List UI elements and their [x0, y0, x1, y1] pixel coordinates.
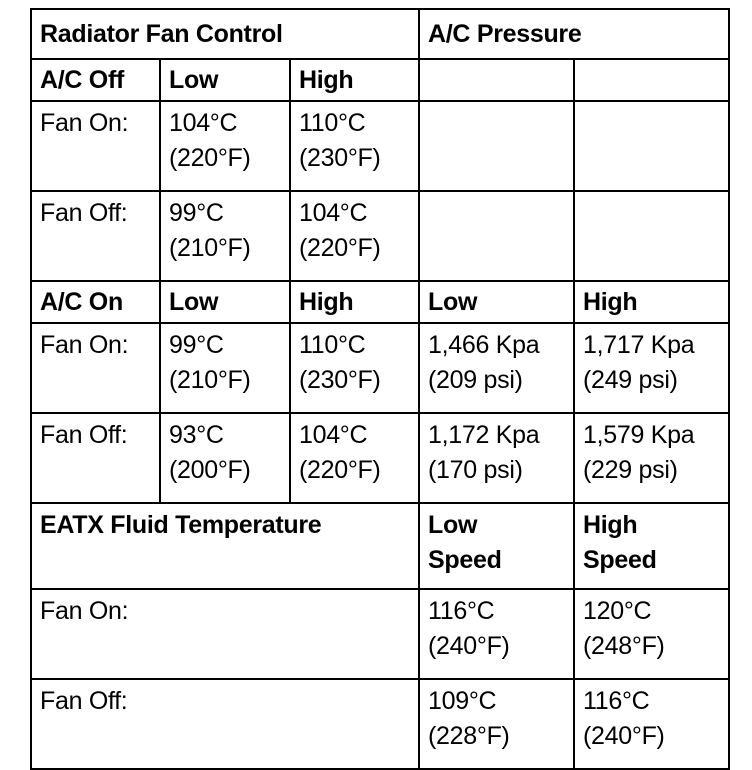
eatx-fluid-temperature-title: EATX Fluid Temperature [31, 503, 419, 589]
empty-cell [574, 59, 729, 101]
ac-on-high-header: High [290, 281, 419, 323]
empty-cell [419, 191, 574, 281]
fan-control-spec-table [30, 8, 730, 770]
ac-pressure-title: A/C Pressure [419, 9, 729, 59]
ac-on-header-row [31, 281, 729, 323]
ac-on-low-header: Low [160, 281, 290, 323]
high-speed-header: High Speed [574, 503, 729, 589]
low-speed-temp-cell: 116°C (240°F) [419, 589, 574, 679]
high-temp-cell: 110°C (230°F) [290, 323, 419, 413]
row-label: Fan Off: [31, 191, 160, 281]
empty-cell [419, 59, 574, 101]
pressure-low-header: Low [419, 281, 574, 323]
low-speed-temp-cell: 109°C (228°F) [419, 679, 574, 769]
high-temp-cell: 110°C (230°F) [290, 101, 419, 191]
low-temp-cell: 99°C (210°F) [160, 323, 290, 413]
row-label: Fan On: [31, 323, 160, 413]
table-row [31, 323, 729, 413]
ac-off-label: A/C Off [31, 59, 160, 101]
table-row [31, 101, 729, 191]
row-label: Fan Off: [31, 413, 160, 503]
low-temp-cell: 104°C (220°F) [160, 101, 290, 191]
low-speed-header: Low Speed [419, 503, 574, 589]
table-row [31, 191, 729, 281]
high-temp-cell: 104°C (220°F) [290, 413, 419, 503]
empty-cell [419, 101, 574, 191]
ac-on-label: A/C On [31, 281, 160, 323]
table-row [31, 589, 729, 679]
pressure-low-cell: 1,466 Kpa (209 psi) [419, 323, 574, 413]
pressure-high-cell: 1,717 Kpa (249 psi) [574, 323, 729, 413]
low-temp-cell: 99°C (210°F) [160, 191, 290, 281]
empty-cell [574, 101, 729, 191]
empty-cell [574, 191, 729, 281]
row-label: Fan On: [31, 101, 160, 191]
high-speed-temp-cell: 120°C (248°F) [574, 589, 729, 679]
pressure-low-cell: 1,172 Kpa (170 psi) [419, 413, 574, 503]
high-speed-temp-cell: 116°C (240°F) [574, 679, 729, 769]
eatx-header-row [31, 503, 729, 589]
row-label: Fan On: [31, 589, 419, 679]
table-row [31, 413, 729, 503]
ac-off-high-header: High [290, 59, 419, 101]
high-temp-cell: 104°C (220°F) [290, 191, 419, 281]
row-label: Fan Off: [31, 679, 419, 769]
low-temp-cell: 93°C (200°F) [160, 413, 290, 503]
ac-off-header-row [31, 59, 729, 101]
pressure-high-header: High [574, 281, 729, 323]
ac-off-low-header: Low [160, 59, 290, 101]
table-header-row [31, 9, 729, 59]
radiator-fan-control-title: Radiator Fan Control [31, 9, 419, 59]
table-row [31, 679, 729, 769]
pressure-high-cell: 1,579 Kpa (229 psi) [574, 413, 729, 503]
